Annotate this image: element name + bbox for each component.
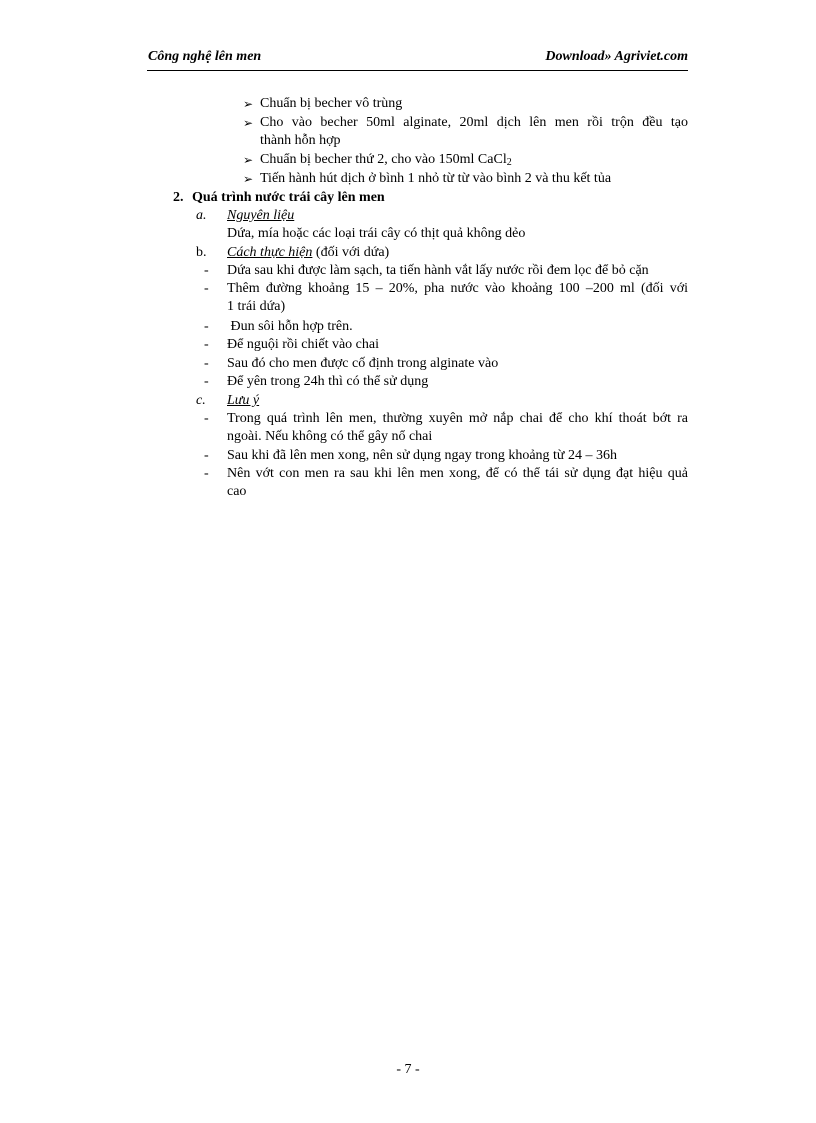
dash-bullet: - <box>204 281 209 296</box>
subsection-marker-a: a. <box>196 208 207 223</box>
heading-suffix: (đối với dứa) <box>312 245 390 260</box>
dash-bullet: - <box>204 411 209 426</box>
subsection-heading-b <box>227 244 389 262</box>
bullet-item: Cho vào becher 50ml alginate, 20ml dịch lên men rồi trộn đều tạo <box>260 115 688 130</box>
list-item: Để nguội rồi chiết vào chai <box>227 337 380 352</box>
list-item-continued: 1 trái dứa) <box>227 299 286 314</box>
list-item-continued: ngoài. Nếu không có thể gây nổ chai <box>227 429 433 444</box>
arrow-bullet-icon: ➢ <box>243 116 254 130</box>
list-item: Sau đó cho men được cố định trong alginate vào <box>227 356 499 371</box>
header-title: Công nghệ lên men <box>148 49 262 64</box>
list-item: Trong quá trình lên men, thường xuyên mở nắp chai để cho khí thoát bớt ra <box>227 411 688 426</box>
paragraph: Dứa, mía hoặc các loại trái cây có thịt quả không dẻo <box>227 226 526 241</box>
dash-bullet: - <box>204 466 209 481</box>
list-item: Sau khi đã lên men xong, nên sử dụng ngay trong khoảng từ 24 – 36h <box>227 448 618 463</box>
bullet-item-continued: thành hỗn hợp <box>260 133 341 148</box>
dash-bullet: - <box>204 263 209 278</box>
list-item: Để yên trong 24h thì có thể sử dụng <box>227 374 429 389</box>
bullet-item: Tiến hành hút dịch ở bình 1 nhỏ từ từ vào bình 2 và thu kết tủa <box>260 171 612 186</box>
dash-bullet: - <box>204 319 209 334</box>
heading-text: Cách thực hiện <box>227 245 313 260</box>
arrow-bullet-icon: ➢ <box>243 97 254 111</box>
bullet-item <box>260 151 512 169</box>
subsection-marker-b: b. <box>196 245 207 260</box>
header-source: Download» Agriviet.com <box>545 49 688 64</box>
subscript: 2 <box>506 157 512 168</box>
bullet-item: Chuẩn bị becher vô trùng <box>260 96 403 111</box>
list-item: Đun sôi hỗn hợp trên. <box>227 319 353 334</box>
header-rule <box>147 70 688 71</box>
dash-bullet: - <box>204 374 209 389</box>
list-item-continued: cao <box>227 484 247 499</box>
subsection-heading-c: Lưu ý <box>227 393 260 408</box>
section-number: 2. <box>173 190 184 205</box>
bullet-text: Chuẩn bị becher thứ 2, cho vào 150ml CaCl <box>260 152 507 167</box>
list-item: Thêm đường khoảng 15 – 20%, pha nước vào khoảng 100 –200 ml (đối với <box>227 281 688 296</box>
list-item: Dứa sau khi được làm sạch, ta tiến hành vắt lấy nước rồi đem lọc để bỏ cặn <box>227 263 649 278</box>
arrow-bullet-icon: ➢ <box>243 172 254 186</box>
dash-bullet: - <box>204 356 209 371</box>
dash-bullet: - <box>204 448 209 463</box>
list-item: Nên vớt con men ra sau khi lên men xong, để có thể tái sử dụng đạt hiệu quả <box>227 466 688 481</box>
subsection-heading-a: Nguyên liệu <box>227 208 295 223</box>
page-header <box>148 49 688 65</box>
subsection-marker-c: c. <box>196 393 206 408</box>
arrow-bullet-icon: ➢ <box>243 153 254 167</box>
page-number: - 7 - <box>396 1062 420 1077</box>
dash-bullet: - <box>204 337 209 352</box>
section-title: Quá trình nước trái cây lên men <box>192 190 385 205</box>
